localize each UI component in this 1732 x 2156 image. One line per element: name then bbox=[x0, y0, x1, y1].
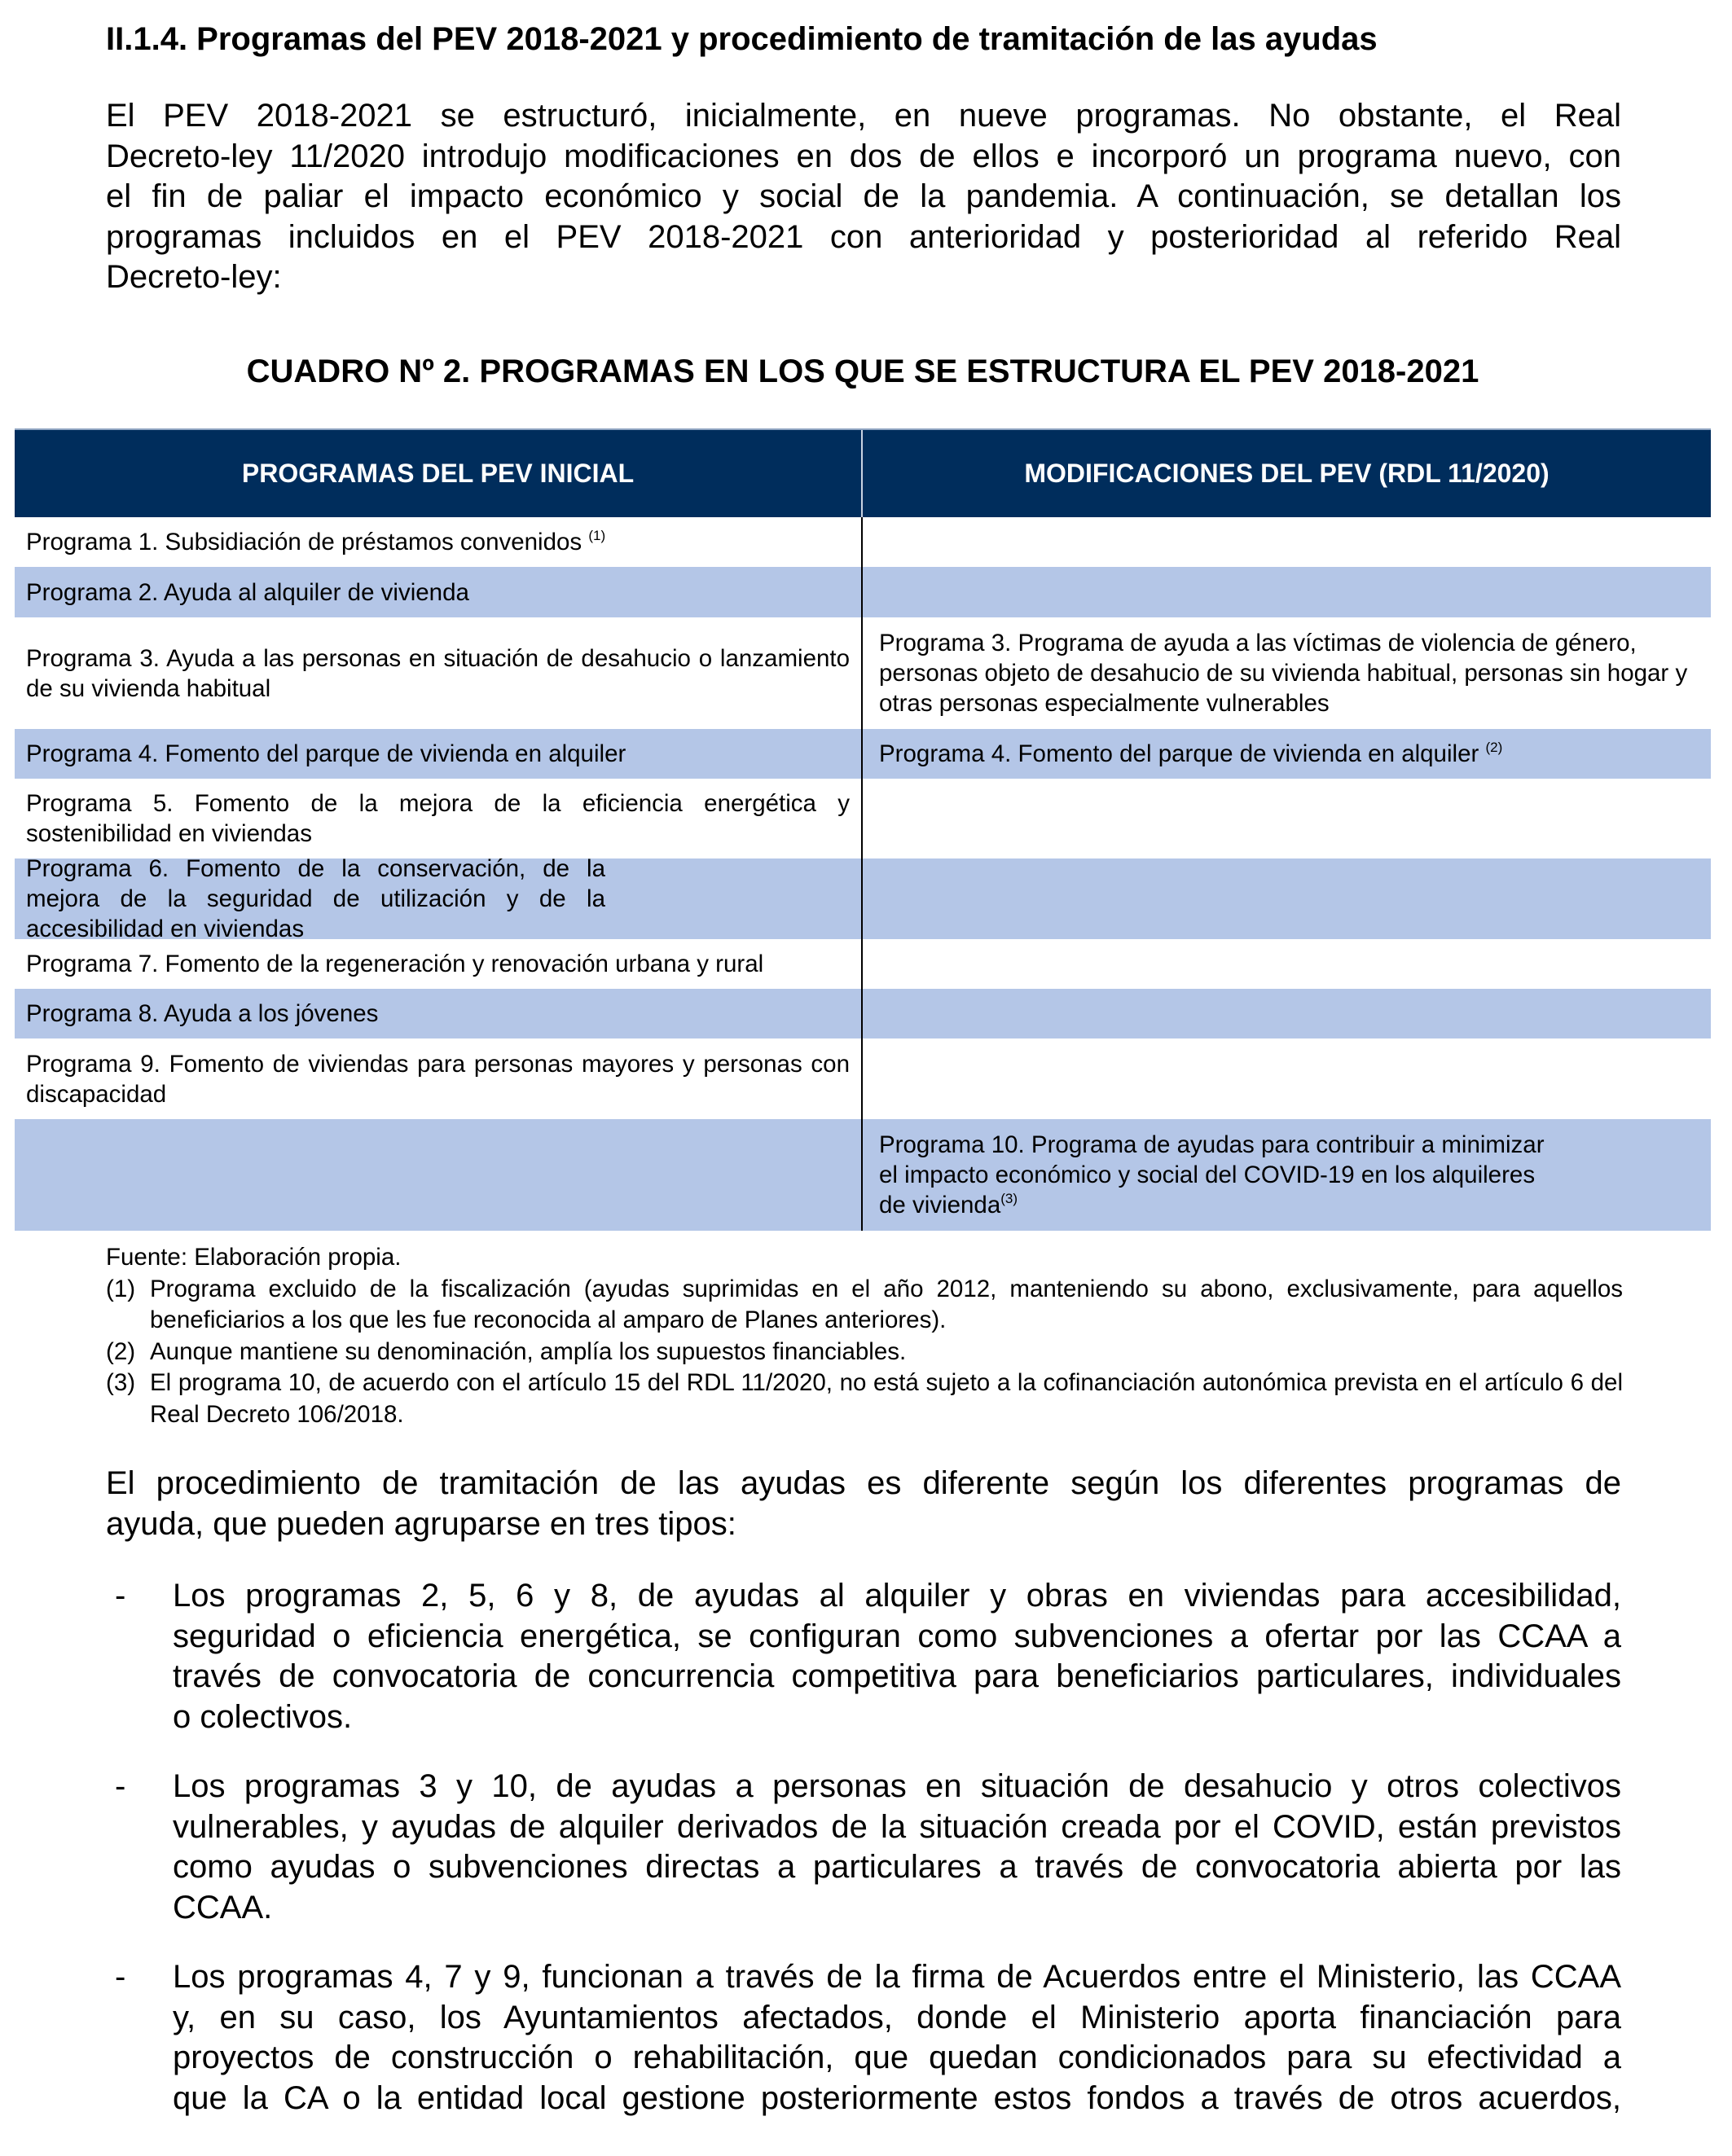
cell-modified bbox=[863, 1038, 1711, 1119]
footnote bbox=[106, 1274, 1623, 1337]
cell-text: Programa 10. Programa de ayudas para contribuir a minimizar el impacto económico y social del COVID-19 en los alquileres de vivienda bbox=[879, 1131, 1545, 1219]
cell-modified bbox=[863, 517, 1711, 567]
programs-table bbox=[15, 428, 1711, 1231]
cell-modified bbox=[863, 617, 1711, 729]
cell-initial bbox=[15, 989, 863, 1038]
cell-text: Programa 2. Ayuda al alquiler de vivienda bbox=[26, 578, 469, 606]
table-row bbox=[15, 617, 1711, 729]
table-row bbox=[15, 517, 1711, 567]
table-row bbox=[15, 567, 1711, 617]
footnote-text: El programa 10, de acuerdo con el artículo 15 del RDL 11/2020, no está sujeto a la cofinanciación autonómica prevista en el artículo 6 del Real Decreto 106/2018. bbox=[150, 1369, 1623, 1428]
footnote-ref: (2) bbox=[1485, 740, 1503, 755]
list-item-line: CCAA. bbox=[173, 1889, 273, 1925]
paragraph-line: ayuda, que pueden agruparse en tres tipos: bbox=[106, 1505, 736, 1542]
list-item-line: través de convocatoria de concurrencia competitiva para beneficiarios particulares, individuales bbox=[173, 1658, 1621, 1694]
list-item bbox=[106, 1576, 1621, 1737]
cell-initial bbox=[15, 567, 863, 617]
cell-modified bbox=[863, 1119, 1711, 1231]
cell-modified bbox=[863, 729, 1711, 779]
footnote bbox=[106, 1337, 1623, 1368]
cell-text: Programa 9. Fomento de viviendas para personas mayores y personas con discapacidad bbox=[26, 1050, 850, 1108]
paragraph-line: el fin de paliar el impacto económico y social de la pandemia. A continuación, se detallan los bbox=[106, 178, 1621, 214]
list-item-line: Los programas 4, 7 y 9, funcionan a través de la firma de Acuerdos entre el Ministerio, las CCAA bbox=[173, 1959, 1621, 1995]
cell-initial bbox=[15, 1119, 863, 1231]
list-item-line: Los programas 2, 5, 6 y 8, de ayudas al alquiler y obras en viviendas para accesibilidad, bbox=[173, 1578, 1621, 1614]
cell-initial bbox=[15, 939, 863, 989]
table-row bbox=[15, 989, 1711, 1038]
column-header-modifications: MODIFICACIONES DEL PEV (RDL 11/2020) bbox=[1024, 459, 1550, 488]
cell-text: Programa 7. Fomento de la regeneración y renovación urbana y rural bbox=[26, 951, 764, 977]
cell-text: Programa 3. Ayuda a las personas en situación de desahucio o lanzamiento de su vivienda habitual bbox=[26, 644, 850, 702]
list-item-line: seguridad o eficiencia energética, se configuran como subvenciones a ofertar por las CCAA a bbox=[173, 1618, 1621, 1654]
paragraph-line: El procedimiento de tramitación de las ayudas es diferente según los diferentes programas de bbox=[106, 1465, 1621, 1501]
table-row bbox=[15, 1119, 1711, 1231]
cell-initial bbox=[15, 617, 863, 729]
list-item bbox=[106, 1957, 1621, 2119]
cell-text: Programa 4. Fomento del parque de vivienda en alquiler bbox=[879, 740, 1479, 767]
cell-initial bbox=[15, 517, 863, 567]
list-item-line: como ayudas o subvenciones directas a particulares a través de convocatoria abierta por las bbox=[173, 1849, 1621, 1885]
cell-initial bbox=[15, 729, 863, 779]
footnote-number: (1) bbox=[106, 1275, 136, 1302]
footnote-text: Programa excluido de la fiscalización (ayudas suprimidas en el año 2012, manteniendo su abono, exclusivamente, para aquellos beneficiarios a los que les fue reconocida al amparo de Planes anteriores). bbox=[150, 1275, 1623, 1333]
cell-modified bbox=[863, 567, 1711, 617]
list-item-line: vulnerables, y ayudas de alquiler derivados de la situación creada por el COVID, están previstos bbox=[173, 1808, 1621, 1845]
footnote-ref: (1) bbox=[588, 528, 606, 543]
cell-text: Programa 8. Ayuda a los jóvenes bbox=[26, 1000, 379, 1027]
list-item-line: o colectivos. bbox=[173, 1698, 353, 1735]
cell-text: Programa 5. Fomento de la mejora de la eficiencia energética y sostenibilidad en viviendas bbox=[26, 790, 850, 847]
table-header bbox=[15, 428, 1711, 517]
cell-text: Programa 6. Fomento de la conservación, de la mejora de la seguridad de utilización y de la accesibilidad en viviendas bbox=[26, 855, 605, 942]
bullet-marker: - bbox=[115, 1959, 126, 1995]
cell-modified bbox=[863, 989, 1711, 1038]
paragraph-line: Decreto-ley: bbox=[106, 259, 282, 295]
table-row bbox=[15, 1038, 1711, 1119]
intro-paragraph bbox=[106, 96, 1621, 298]
cell-modified bbox=[863, 779, 1711, 858]
cell-modified bbox=[863, 858, 1711, 939]
cell-modified bbox=[863, 939, 1711, 989]
paragraph-line: Decreto-ley 11/2020 introdujo modificaciones en dos de ellos e incorporó un programa nuevo, con bbox=[106, 138, 1621, 174]
list-item-line: Los programas 3 y 10, de ayudas a personas en situación de desahucio y otros colectivos bbox=[173, 1768, 1621, 1804]
table-row bbox=[15, 855, 1711, 942]
list-item-line: proyectos de construcción o rehabilitación, que quedan condicionados para su efectividad a bbox=[173, 2040, 1621, 2075]
cell-text: Programa 3. Programa de ayuda a las víctimas de violencia de género, personas objeto de desahucio de su vivienda habitual, personas sin hogar y otras personas especialmente vulnerables bbox=[879, 630, 1688, 717]
footnote-number: (3) bbox=[106, 1369, 136, 1396]
table-row bbox=[15, 779, 1711, 858]
cell-initial bbox=[15, 855, 863, 942]
cell-text: Programa 4. Fomento del parque de vivienda en alquiler bbox=[26, 740, 626, 767]
cell-initial bbox=[15, 779, 863, 858]
cell-initial bbox=[15, 1038, 863, 1119]
source-note: Fuente: Elaboración propia. bbox=[106, 1244, 402, 1271]
footnote bbox=[106, 1368, 1623, 1430]
cell-text: Programa 1. Subsidiación de préstamos convenidos bbox=[26, 529, 582, 555]
column-header-initial: PROGRAMAS DEL PEV INICIAL bbox=[15, 430, 863, 517]
paragraph-line: El PEV 2018-2021 se estructuró, inicialmente, en nueve programas. No obstante, el Real bbox=[106, 98, 1621, 134]
procedure-paragraph bbox=[106, 1464, 1621, 1544]
paragraph-line: programas incluidos en el PEV 2018-2021 con anterioridad y posterioridad al referido Real bbox=[106, 218, 1621, 255]
footnote-text: Aunque mantiene su denominación, amplía los supuestos financiables. bbox=[150, 1337, 907, 1365]
table-title: CUADRO Nº 2. PROGRAMAS EN LOS QUE SE ESTRUCTURA EL PEV 2018-2021 bbox=[246, 353, 1479, 389]
table-row bbox=[15, 939, 1711, 989]
bullet-marker: - bbox=[115, 1768, 126, 1804]
list-item-line: que la CA o la entidad local gestione posteriormente estos fondos a través de otros acuerdos, bbox=[173, 2079, 1621, 2116]
section-heading: II.1.4. Programas del PEV 2018-2021 y procedimiento de tramitación de las ayudas bbox=[106, 21, 1378, 57]
footnote-number: (2) bbox=[106, 1337, 136, 1365]
bullet-marker: - bbox=[115, 1578, 126, 1614]
footnote-ref: (3) bbox=[1000, 1191, 1018, 1206]
list-item bbox=[106, 1767, 1621, 1928]
table-row bbox=[15, 729, 1711, 779]
table-footnotes bbox=[106, 1242, 1623, 1430]
list-item-line: y, en su caso, los Ayuntamientos afectados, donde el Ministerio aporta financiación para bbox=[173, 1999, 1621, 2035]
